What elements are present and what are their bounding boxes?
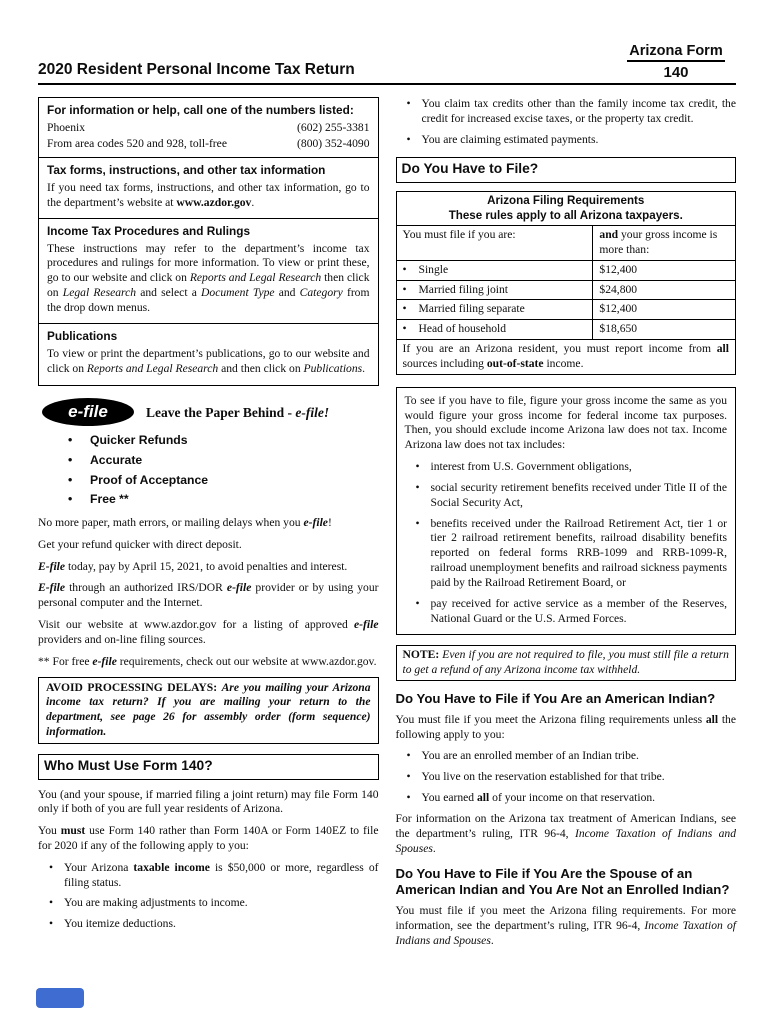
income-threshold: $12,400 [593, 300, 736, 320]
income-threshold: $18,650 [593, 320, 736, 340]
bullet-icon: • [68, 472, 73, 487]
info-section-heading: Tax forms, instructions, and other tax information [47, 162, 326, 177]
section-heading-who-must-use: Who Must Use Form 140? [38, 754, 379, 780]
phone-number: (800) 352-4090 [297, 136, 370, 150]
divider [39, 323, 378, 324]
column-header: and your gross income is more than: [593, 226, 736, 261]
paragraph: For information on the Arizona tax treatment of American Indians, see the department’s ruling, ITR 96-4, Income Taxation of Indians and Spouses. [395, 811, 737, 855]
list-item [396, 749, 737, 764]
note-box: NOTE: Even if you are not required to file, you must still file a return to get a refund of any Arizona income tax withheld. [396, 645, 737, 681]
page-title: 2020 Resident Personal Income Tax Return [38, 61, 355, 78]
list-item [396, 770, 737, 785]
efile-benefits-list [68, 433, 379, 507]
form-number: 140 [663, 64, 689, 81]
list-item-text: You claim tax credits other than the family income tax credit, the credit for increased excise taxes, or the property tax credit. [421, 97, 736, 125]
table-header-row [396, 226, 736, 261]
list-item [38, 896, 379, 911]
list-item [396, 97, 737, 127]
list-item [38, 861, 379, 891]
paragraph: ** For free e-file requirements, check out our website at www.azdor.gov. [38, 654, 377, 668]
table-title-row [396, 192, 736, 226]
list-item-text: You are claiming estimated payments. [421, 132, 599, 146]
table-footnote-row [396, 340, 736, 375]
bullet-icon: • [415, 516, 420, 530]
table-title: Arizona Filing Requirements [487, 194, 645, 208]
efile-benefit-label: Proof of Acceptance [90, 472, 209, 487]
paragraph: No more paper, math errors, or mailing delays when you e-file! [38, 515, 332, 529]
divider [39, 218, 378, 219]
bullet-icon: • [68, 492, 73, 507]
watermark-badge [36, 988, 84, 1008]
paragraph: You must file if you meet the Arizona filing requirements unless all the following apply to you: [395, 712, 736, 741]
list-item-text: Your Arizona taxable income is $50,000 or more, regardless of filing status. [64, 860, 379, 889]
efile-logo-icon: e-file [42, 398, 134, 426]
bullet-icon: • [415, 596, 420, 610]
section-heading-american-indian: Do You Have to File if You Are an American Indian? [395, 690, 716, 706]
bullet-icon: • [48, 896, 54, 910]
info-box-title: For information or help, call one of the numbers listed: [47, 103, 354, 117]
filing-status: Married filing joint [418, 282, 509, 296]
column-header: You must file if you are: [396, 226, 593, 261]
list-item [405, 517, 728, 591]
phone-row [47, 137, 370, 152]
bullet-icon: • [406, 770, 411, 784]
paragraph: You must use Form 140 rather than Form 140A or Form 140EZ to file for 2020 if any of the following apply to you: [38, 824, 379, 852]
form-id-block [616, 42, 736, 81]
info-section-body: To view or print the department’s publications, go to our website and click on Reports and Legal Research and then click on Publications. [47, 346, 370, 375]
bullet-icon: • [48, 917, 54, 931]
page-header [38, 42, 736, 85]
paragraph: To see if you have to file, figure your gross income the same as you would figure your gross income for federal income tax purposes. Then, you should exclude income Arizona law does not tax. Income Arizona law does not tax includes: [404, 393, 727, 452]
form-label: Arizona Form [627, 43, 724, 62]
phone-label: Phoenix [47, 121, 86, 135]
paragraph: You (and your spouse, if married filing a joint return) may file Form 140 only if both of you are full year residents of Arizona. [38, 787, 379, 816]
list-item-text: social security retirement benefits received under Title II of the Social Security Act, [430, 480, 727, 509]
info-section-heading: Publications [47, 328, 118, 343]
list-item [396, 791, 737, 806]
bullet-icon: • [402, 282, 407, 296]
bullet-icon: • [415, 460, 420, 474]
bullet-icon: • [68, 433, 73, 448]
paragraph: Get your refund quicker with direct deposit. [38, 537, 242, 551]
efile-tagline: Leave the Paper Behind - e-file! [146, 404, 330, 420]
table-row [396, 300, 736, 320]
income-threshold: $24,800 [593, 280, 736, 300]
bullet-icon: • [402, 302, 407, 316]
efile-benefit-label: Free ** [90, 492, 129, 507]
list-item [68, 492, 379, 508]
gross-income-box [396, 387, 737, 636]
bullet-icon: • [415, 480, 420, 494]
list-item [68, 453, 379, 469]
two-column-layout [38, 97, 736, 956]
paragraph: Visit our website at www.azdor.gov for a listing of approved e-file providers and on-line filing sources. [38, 618, 379, 646]
bullet-icon: • [402, 262, 407, 276]
list-item [68, 433, 379, 449]
paragraph: You must file if you meet the Arizona filing requirements. For more information, see the department’s ruling, ITR 96-4, Income Taxation of Indians and Spouses. [395, 904, 736, 947]
right-column [396, 97, 737, 956]
left-column [38, 97, 379, 956]
list-item [396, 133, 737, 148]
divider [39, 157, 378, 158]
list-item [405, 460, 728, 475]
table-footnote: If you are an Arizona resident, you must report income from all sources including out-of-state income. [396, 340, 736, 375]
contact-info-box [38, 97, 379, 386]
section-heading-spouse-indian: Do You Have to File if You Are the Spouse of an American Indian and You Are Not an Enrolled Indian? [395, 866, 730, 898]
efile-benefit-label: Quicker Refunds [90, 433, 188, 448]
filing-status: Head of household [418, 322, 507, 336]
list-item-text: You earned all of your income on that reservation. [421, 791, 656, 805]
list-item-text: You live on the reservation established for that tribe. [421, 770, 665, 784]
income-threshold: $12,400 [593, 260, 736, 280]
filing-status: Married filing separate [418, 302, 525, 316]
list-item-text: benefits received under the Railroad Retirement Act, tier 1 or tier 2 railroad retirement benefits, railroad disability benefits reported on federal forms RRB-1099 and RRB-1099-R, railroad unemployment benefits and railroad sickness payments paid by the Railroad Retirement Board, or [430, 516, 727, 589]
phone-label: From area codes 520 and 928, toll-free [47, 136, 227, 150]
phone-row [47, 121, 370, 136]
paragraph: E-file through an authorized IRS/DOR e-file provider or by using your personal computer and the Internet. [38, 581, 379, 610]
table-subtitle: These rules apply to all Arizona taxpayers. [448, 208, 683, 222]
list-item-text: interest from U.S. Government obligations, [430, 460, 632, 474]
paragraph: E-file today, pay by April 15, 2021, to avoid penalties and interest. [38, 559, 348, 573]
list-item-text: You are making adjustments to income. [64, 896, 248, 910]
bullet-icon: • [406, 791, 411, 805]
table-row [396, 320, 736, 340]
table-row [396, 260, 736, 280]
info-section-body: These instructions may refer to the department’s income tax procedures and rulings for more information. To view or print these, go to our website and click on Reports and Legal Research then click on Legal Research and select a Document Type and Category from the drop down menus. [47, 241, 370, 314]
info-section-heading: Income Tax Procedures and Rulings [47, 223, 251, 238]
phone-number: (602) 255-3381 [297, 121, 370, 135]
section-heading-do-you-have-to-file: Do You Have to File? [396, 157, 737, 183]
bullet-icon: • [48, 860, 54, 874]
list-item [405, 481, 728, 511]
filing-status: Single [418, 262, 449, 276]
info-section-body: If you need tax forms, instructions, and other tax information, go to the department’s website at www.azdor.gov. [47, 180, 370, 209]
list-item [68, 473, 379, 489]
bullet-icon: • [406, 97, 411, 110]
efile-header [42, 398, 379, 426]
avoid-delays-notice: AVOID PROCESSING DELAYS: Are you mailing your Arizona income tax return? If you are mailing your return to the department, see page 26 for assembly order (form sequence) information. [38, 677, 379, 744]
bullet-icon: • [406, 749, 411, 763]
bullet-icon: • [68, 453, 73, 468]
bullet-icon: • [406, 132, 411, 146]
list-item [405, 597, 728, 627]
list-item [38, 917, 379, 932]
efile-benefit-label: Accurate [90, 453, 143, 468]
list-item-text: You itemize deductions. [64, 917, 176, 931]
list-item-text: pay received for active service as a member of the Reserves, National Guard or the U.S. Armed Forces. [430, 596, 727, 625]
table-row [396, 280, 736, 300]
bullet-icon: • [402, 322, 407, 336]
list-item-text: You are an enrolled member of an Indian tribe. [421, 749, 639, 763]
filing-requirements-table [396, 191, 737, 375]
